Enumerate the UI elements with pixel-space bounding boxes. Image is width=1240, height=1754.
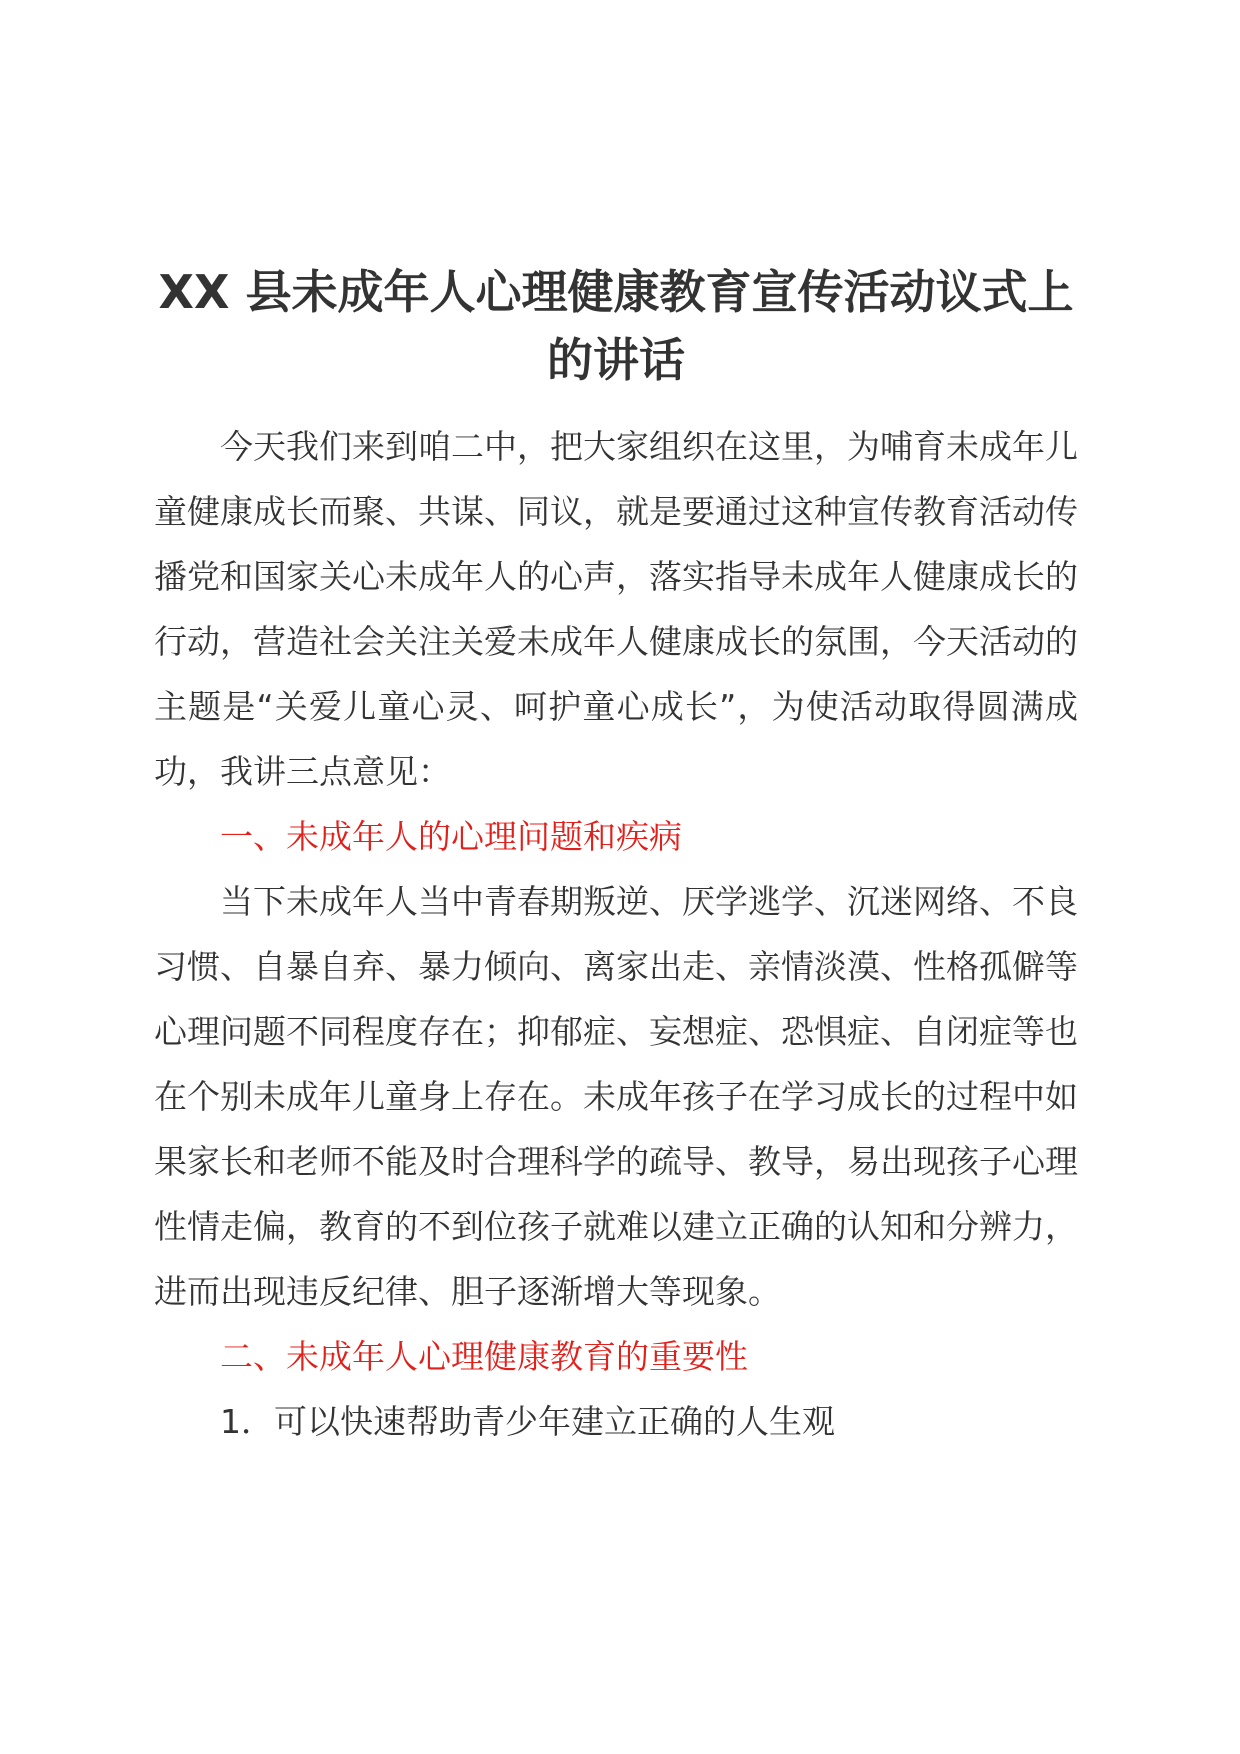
section-2-heading: 二、未成年人心理健康教育的重要性 [220,1337,748,1376]
section-2-item-1: 1．可以快速帮助青少年建立正确的人生观 [220,1402,835,1441]
document-content [154,258,1078,1454]
section-1-paragraph: 当下未成年人当中青春期叛逆、厌学逃学、沉迷网络、不良习惯、自暴自弃、暴力倾向、离家出走、亲情淡漠、性格孤僻等心理问题不同程度存在；抑郁症、妄想症、恐惧症、自闭症等也在个别未成年儿童身上存在。未成年孩子在学习成长的过程中如果家长和老师不能及时合理科学的疏导、教导，易出现孩子心理性情走偏，教育的不到位孩子就难以建立正确的认知和分辨力，进而出现违反纪律、胆子逐渐增大等现象。 [154,882,1078,1311]
document-title-line-1: XX 县未成年人心理健康教育宣传活动议式上 [158,265,1074,319]
document-title-line-2: 的讲话 [547,333,685,387]
document-title [154,258,1078,394]
section-1-heading: 一、未成年人的心理问题和疾病 [220,817,682,856]
document-body [154,414,1078,1454]
intro-paragraph: 今天我们来到咱二中，把大家组织在这里，为哺育未成年儿童健康成长而聚、共谋、同议，就是要通过这种宣传教育活动传播党和国家关心未成年人的心声，落实指导未成年人健康成长的行动，营造社会关注关爱未成年人健康成长的氛围，今天活动的主题是“关爱儿童心灵、呵护童心成长”，为使活动取得圆满成功，我讲三点意见： [154,427,1078,791]
